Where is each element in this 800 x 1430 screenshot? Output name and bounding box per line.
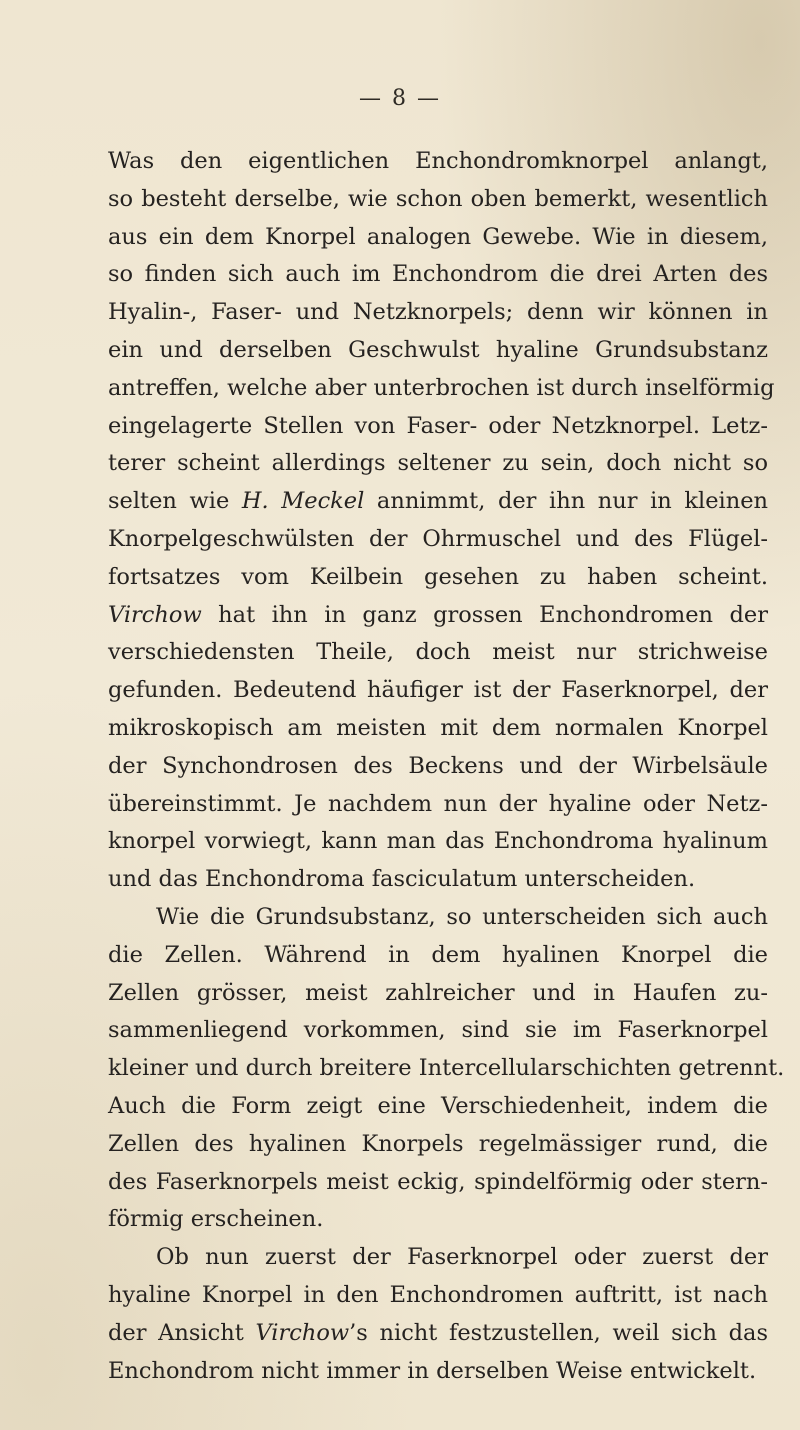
text-line: kleiner und durch breitere Intercellularschichten getrennt. <box>108 1055 785 1082</box>
text-line: Was den eigentlichen Enchondromknorpel anlangt, <box>108 148 768 174</box>
text-line <box>108 483 768 521</box>
text-line: eingelagerte Stellen von Faser- oder Netzknorpel. Letz- <box>108 412 768 439</box>
text-line: die Zellen. Während in dem hyalinen Knorpel die <box>108 941 768 968</box>
text-line: mikroskopisch am meisten mit dem normalen Knorpel <box>108 714 768 741</box>
text-line: förmig erscheinen. <box>108 1206 324 1233</box>
text-line: antreffen, welche aber unterbrochen ist durch inselförmig <box>108 374 775 401</box>
text-line: Ob nun zuerst der Faserknorpel oder zuerst der <box>156 1244 768 1271</box>
paragraph <box>108 1239 768 1390</box>
text-line: übereinstimmt. Je nachdem nun der hyaline oder Netz- <box>108 790 768 817</box>
text-line: fortsatzes vom Keilbein gesehen zu haben scheint. <box>108 563 768 590</box>
text-line <box>108 1315 768 1353</box>
text-run: hat ihn in ganz grossen Enchondromen der <box>201 601 768 628</box>
text-run: selten wie <box>108 488 242 515</box>
paragraph <box>108 143 775 899</box>
text-line: der Synchondrosen des Beckens und der Wirbelsäule <box>108 752 768 779</box>
text-line: terer scheint allerdings seltener zu sein, doch nicht so <box>108 450 768 477</box>
author-name: Virchow <box>255 1319 350 1346</box>
text-line: Enchondrom nicht immer in derselben Weise entwickelt. <box>108 1357 757 1384</box>
text-line: knorpel vorwiegt, kann man das Enchondroma hyalinum <box>108 828 768 855</box>
author-name: Virchow <box>108 601 202 628</box>
text-line: Wie die Grundsubstanz, so unterscheiden sich auch <box>156 903 768 930</box>
text-run: ’s nicht festzustellen, weil sich das <box>349 1319 768 1346</box>
text-line: aus ein dem Knorpel analogen Gewebe. Wie in diesem, <box>108 223 768 250</box>
text-line: sammenliegend vorkommen, sind sie im Faserknorpel <box>108 1017 768 1044</box>
text-line: Hyalin-, Faser- und Netzknorpels; denn wir können in <box>108 299 768 326</box>
text-run: annimmt, der ihn nur in kleinen <box>364 488 769 515</box>
text-line: und das Enchondroma fasciculatum unterscheiden. <box>108 866 696 893</box>
body-text <box>108 143 785 1390</box>
text-line: Knorpelgeschwülsten der Ohrmuschel und des Flügel- <box>108 525 768 552</box>
page-number: — 8 — <box>359 86 441 111</box>
text-line: so besteht derselbe, wie schon oben bemerkt, wesentlich <box>108 185 768 212</box>
text-run: der Ansicht <box>108 1319 256 1346</box>
text-line: Auch die Form zeigt eine Verschiedenheit, indem die <box>108 1092 768 1119</box>
author-name: H. Meckel <box>241 488 365 515</box>
text-line: des Faserknorpels meist eckig, spindelförmig oder stern- <box>108 1168 768 1195</box>
text-line: verschiedensten Theile, doch meist nur strichweise <box>108 639 768 666</box>
text-line: Zellen grösser, meist zahlreicher und in Haufen zu- <box>108 979 768 1006</box>
text-line: ein und derselben Geschwulst hyaline Grundsubstanz <box>108 336 768 363</box>
text-line: hyaline Knorpel in den Enchondromen auftritt, ist nach <box>108 1281 768 1308</box>
text-line: gefunden. Bedeutend häufiger ist der Faserknorpel, der <box>108 677 768 704</box>
text-line: Zellen des hyalinen Knorpels regelmässiger rund, die <box>108 1130 768 1157</box>
text-line: so finden sich auch im Enchondrom die drei Arten des <box>108 261 768 288</box>
text-line <box>108 597 768 635</box>
paragraph <box>108 899 785 1239</box>
